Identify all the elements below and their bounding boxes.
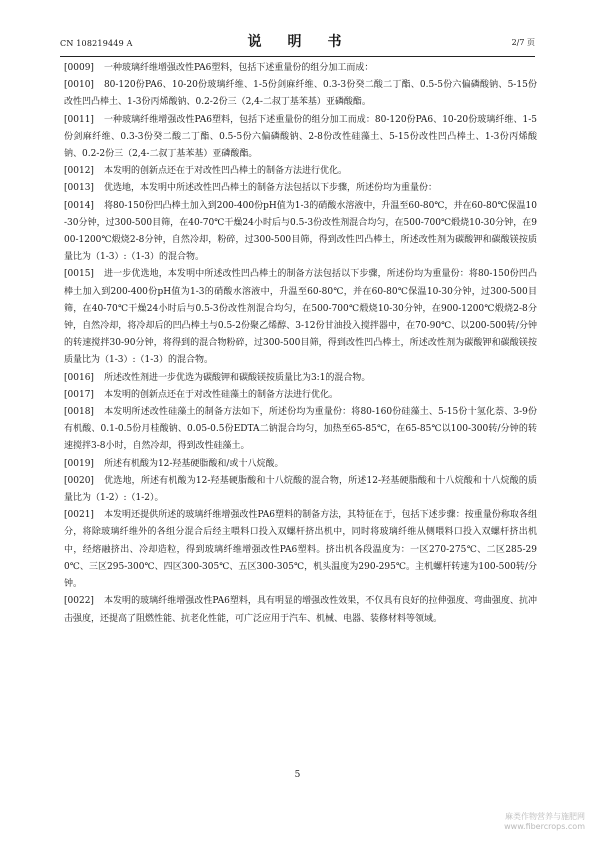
paragraph-0014 xyxy=(64,198,537,267)
page-header xyxy=(60,28,535,56)
site-watermark xyxy=(504,812,585,832)
paragraph-text: 所述有机酸为12-羟基硬脂酸和/或十八烷酸。 xyxy=(103,458,284,469)
paragraph-text: 一种玻璃纤维增强改性PA6塑料，包括下述重量份的组分加工而成：80-120份PA6、10-20份玻璃纤维、1-5份剑麻纤维、0.3-3份癸二酸二丁酯、0.5-5份六偏磷酸钠、2-8份改性硅藻土、5-15份改性凹凸棒土、1-3份丙烯酸钠、0.2-2份三（2,4-二叔丁基苯基）亚磷酸酯。 xyxy=(64,114,537,160)
document-title: 说 明 书 xyxy=(247,34,348,50)
paragraph-number: [0011] xyxy=(64,114,94,125)
paragraph-0017 xyxy=(64,387,537,404)
paragraph-0019 xyxy=(64,456,537,473)
paragraph-text: 本发明的创新点还在于对改性凹凸棒土的制备方法进行优化。 xyxy=(103,166,347,177)
paragraph-0009 xyxy=(64,60,537,77)
paragraph-0022 xyxy=(64,593,537,627)
paragraph-text: 一种玻璃纤维增强改性PA6塑料，包括下述重量份的组分加工而成： xyxy=(103,63,374,73)
paragraph-number: [0012] xyxy=(64,166,94,177)
paragraph-number: [0010] xyxy=(64,80,94,91)
paragraph-text: 80-120份PA6、10-20份玻璃纤维、1-5份剑麻纤维、0.3-3份癸二酸二丁酯、0.5-5份六偏磷酸钠、5-15份改性凹凸棒土、1-3份丙烯酸钠、0.2-2份三（2,4-二叔丁基苯基）亚磷酸酯。 xyxy=(64,80,537,108)
paragraph-text: 所述改性剂进一步优选为碳酸钾和碳酸镁按质量比为3:1的混合物。 xyxy=(103,372,371,383)
paragraph-text: 本发明还提供所述的玻璃纤维增强改性PA6塑料的制备方法，其特征在于，包括下述步骤：按重量份称取各组分，将除玻璃纤维外的各组分混合后经主喂料口投入双螺杆挤出机中，同时将玻璃纤维从侧喂料口投入双螺杆挤出机中，经熔融挤出、冷却造粒，得到玻璃纤维增强改性PA6塑料。挤出机各段温度为：一区270-275℃、二区285-290℃、三区295-300℃、四区300-305℃、五区300-305℃，机头温度为290-295℃。主机螺杆转速为100-500转/分钟。 xyxy=(64,510,537,590)
paragraph-number: [0020] xyxy=(64,475,94,486)
page-number: 5 xyxy=(294,770,301,780)
paragraph-0012 xyxy=(64,163,537,180)
paragraph-text: 本发明的创新点还在于对改性硅藻土的制备方法进行优化。 xyxy=(103,389,338,400)
paragraph-number: [0019] xyxy=(64,458,94,469)
watermark-title: 麻类作物营养与施肥网 xyxy=(505,812,585,821)
paragraph-number: [0009] xyxy=(64,63,94,73)
paragraph-number: [0017] xyxy=(64,389,94,400)
description-body xyxy=(64,60,537,628)
paragraph-0016 xyxy=(64,370,537,387)
paragraph-number: [0016] xyxy=(64,372,94,383)
header-divider xyxy=(60,56,535,57)
paragraph-number: [0018] xyxy=(64,407,94,418)
paragraph-0013 xyxy=(64,180,537,197)
paragraph-text: 进一步优选地，本发明中所述改性凹凸棒土的制备方法包括以下步骤，所述份均为重量份：将80-150份凹凸棒土加入到200-400份pH值为1-3的硝酸水溶液中，升温至60-80℃，并在60-80℃保温10-30分钟，过300-500目筛，在40-70℃干燥24小时后与0.5-3份改性剂混合均匀，在500-700℃煅烧10-30分钟，在900-1200℃煅烧2-8分钟，自然冷却，将冷却后的凹凸棒土与0.5-2份聚乙烯醇、3-12份甘油投入搅拌器中，在70-90℃、以200-500转/分钟的转速搅拌30-90分钟，将得到的混合物粉碎，过300-500目筛，得到改性凹凸棒土，所述改性剂为碳酸钾和碳酸镁按质量比为（1-3）:（1-3）的混合物。 xyxy=(64,269,537,366)
page-indicator: 2/7 页 xyxy=(511,38,535,47)
paragraph-number: [0021] xyxy=(64,510,94,521)
publication-number: CN 108219449 A xyxy=(60,39,133,48)
paragraph-number: [0022] xyxy=(64,596,94,607)
paragraph-0021 xyxy=(64,507,537,593)
paragraph-text: 优选地，本发明中所述改性凹凸棒土的制备方法包括以下步骤，所述份均为重量份： xyxy=(103,183,437,194)
paragraph-0011 xyxy=(64,112,537,164)
paragraph-0018 xyxy=(64,404,537,456)
watermark-url: www.fibercrops.com xyxy=(504,822,585,831)
paragraph-text: 优选地，所述有机酸为12-羟基硬脂酸和十八烷酸的混合物，所述12-羟基硬脂酸和十八烷酸和十八烷酸的质量比为（1-2）:（1-2）。 xyxy=(64,475,537,504)
paragraph-text: 将80-150份凹凸棒土加入到200-400份pH值为1-3的硝酸水溶液中，升温至60-80℃，并在60-80℃保温10-30分钟，过300-500目筛，在40-70℃干燥24小时后与0.5-3份改性剂混合均匀，在500-700℃煅烧10-30分钟，在900-1200℃煅烧2-8分钟，自然冷却，粉碎，过300-500目筛，得到改性凹凸棒土，所述改性剂为碳酸钾和碳酸镁按质量比为（1-3）:（1-3）的混合物。 xyxy=(64,200,537,263)
paragraph-number: [0014] xyxy=(64,200,94,211)
paragraph-0010 xyxy=(64,77,537,111)
paragraph-number: [0015] xyxy=(64,269,94,280)
paragraph-0015 xyxy=(64,266,537,369)
paragraph-text: 本发明的玻璃纤维增强改性PA6塑料，具有明显的增强改性效果，不仅具有良好的拉伸强度、弯曲强度、抗冲击强度，还提高了阻燃性能、抗老化性能，可广泛应用于汽车、机械、电器、装修材料等领域。 xyxy=(64,596,537,624)
paragraph-0020 xyxy=(64,473,537,507)
paragraph-text: 本发明所述改性硅藻土的制备方法如下，所述份均为重量份：将80-160份硅藻土、5-15份十氢化萘、3-9份有机酸、0.1-0.5份月桂酸钠、0.05-0.5份EDTA二钠混合均匀，加热至65-85℃，在65-85℃以100-300转/分钟的转速搅拌3-8小时，自然冷却，得到改性硅藻土。 xyxy=(64,407,537,452)
paragraph-number: [0013] xyxy=(64,183,94,194)
